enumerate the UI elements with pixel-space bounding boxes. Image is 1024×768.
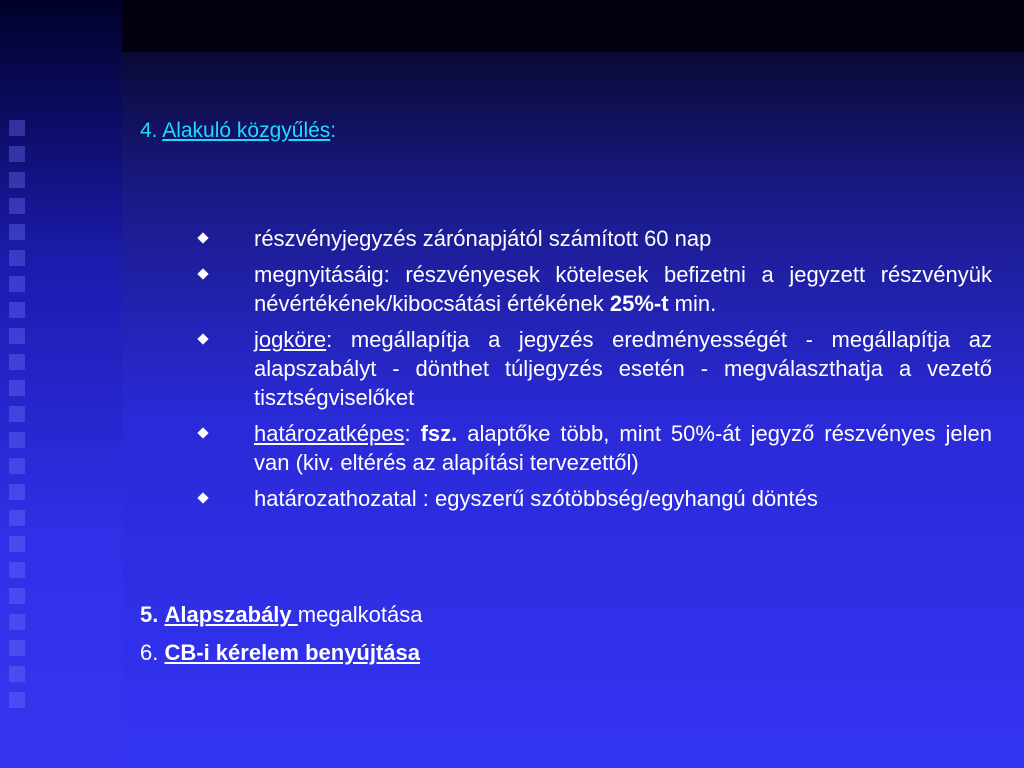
item-5	[140, 602, 423, 628]
bullet-text-part: min.	[668, 291, 717, 316]
bullet-term: határozatképes	[254, 421, 405, 446]
diamond-bullet-icon	[197, 232, 208, 243]
bullet-term: jogköre	[254, 327, 327, 352]
list-item	[196, 419, 992, 477]
bullet-text-part: : megállapítja a jegyzés eredményességét - megállapítja az alapszabályt - dönthet túljegyzés esetén - megválaszthatja a vezető tisztségviselőket	[254, 327, 992, 410]
bullet-text-part: megnyitásáig: részvényesek kötelesek befizetni a jegyzett részvényük névértékének/kibocsátási értékének	[254, 262, 992, 316]
heading-number: 4.	[140, 119, 158, 142]
bullet-text-part: alaptőke több, mint 50%-át jegyző részvényes jelen van (kiv. eltérés az alapítási tervezettől)	[254, 421, 992, 475]
heading-label: Alakuló közgyűlés	[162, 119, 331, 142]
diamond-bullet-icon	[197, 268, 208, 279]
item-6-term: CB-i kérelem benyújtása	[164, 640, 421, 665]
bullet-bold-part: 25%-t	[609, 291, 669, 316]
item-6	[140, 640, 420, 666]
item-6-number: 6.	[140, 640, 165, 665]
list-item	[196, 260, 992, 318]
slide-heading	[140, 119, 336, 143]
item-5-number: 5.	[140, 602, 159, 627]
bullet-text	[254, 260, 992, 318]
diamond-bullet-icon	[197, 427, 208, 438]
bullet-text	[254, 419, 992, 477]
item-5-term: Alapszabály	[164, 602, 298, 627]
bullet-text	[254, 325, 992, 412]
heading-suffix: :	[330, 119, 337, 142]
list-item	[196, 325, 992, 412]
item-5-rest: megalkotása	[297, 602, 423, 627]
bullet-text: határozathozatal : egyszerű szótöbbség/egyhangú döntés	[254, 486, 818, 511]
diamond-bullet-icon	[197, 333, 208, 344]
bullet-bold-part: fsz.	[420, 421, 458, 446]
bullet-list	[196, 224, 992, 520]
list-item	[196, 224, 992, 253]
list-item	[196, 484, 992, 513]
diamond-bullet-icon	[197, 492, 208, 503]
bullet-text: részvényjegyzés zárónapjától számított 60 nap	[254, 226, 712, 251]
bullet-text-part: :	[404, 421, 421, 446]
